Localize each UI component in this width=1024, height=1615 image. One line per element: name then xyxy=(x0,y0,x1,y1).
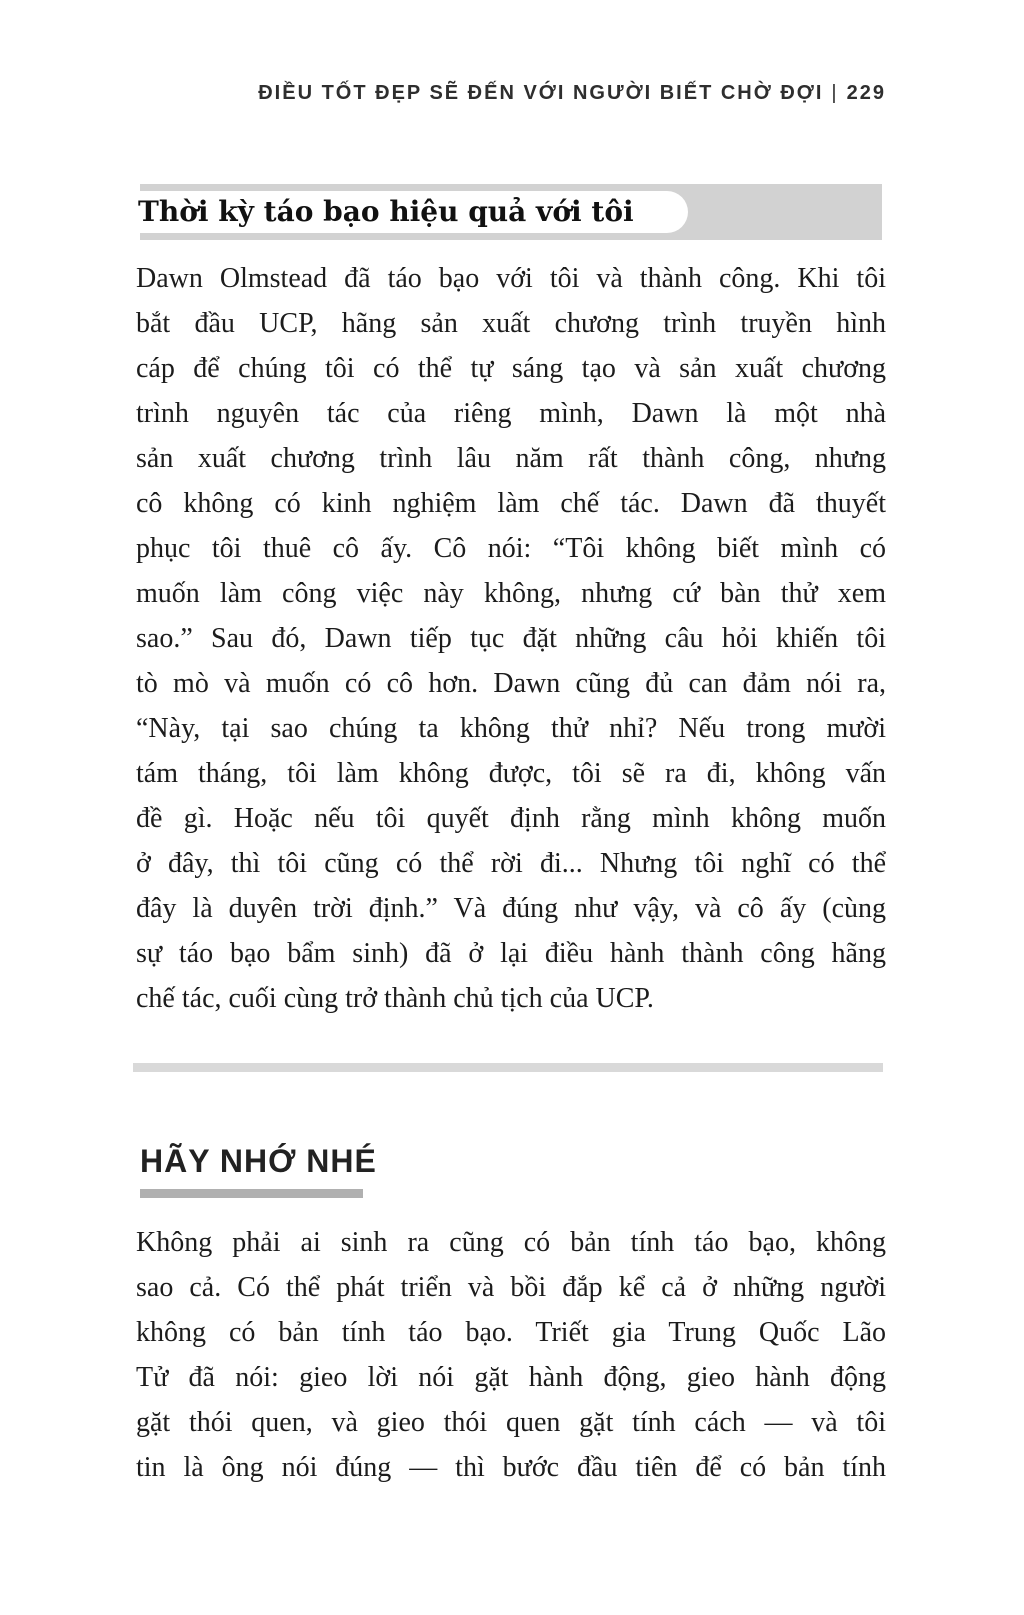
text-line: bắt đầu UCP, hãng sản xuất chương trình truyền hình xyxy=(136,308,886,339)
text-line: Tử đã nói: gieo lời nói gặt hành động, gieo hành động xyxy=(136,1362,886,1393)
text-line: phục tôi thuê cô ấy. Cô nói: “Tôi không biết mình có xyxy=(136,533,886,564)
text-line: tám tháng, tôi làm không được, tôi sẽ ra đi, không vấn xyxy=(136,758,886,789)
running-header xyxy=(136,82,886,105)
text-line: đây là duyên trời định.” Và đúng như vậy, và cô ấy (cùng xyxy=(136,893,886,924)
text-line: không có bản tính táo bạo. Triết gia Trung Quốc Lão xyxy=(136,1317,886,1348)
remember-heading: HÃY NHỚ NHÉ xyxy=(140,1143,377,1179)
section-divider xyxy=(133,1063,883,1072)
text-line: sản xuất chương trình lâu năm rất thành công, nhưng xyxy=(136,443,886,474)
text-line: tin là ông nói đúng — thì bước đầu tiên để có bản tính xyxy=(136,1452,886,1483)
remember-heading-underline xyxy=(140,1189,363,1198)
text-line: muốn làm công việc này không, nhưng cứ bàn thử xem xyxy=(136,578,886,609)
text-line: sao.” Sau đó, Dawn tiếp tục đặt những câu hỏi khiến tôi xyxy=(136,623,886,654)
story-paragraph xyxy=(136,256,886,1021)
text-line: ở đây, thì tôi cũng có thể rời đi... Nhưng tôi nghĩ có thể xyxy=(136,848,886,879)
text-line: sự táo bạo bẩm sinh) đã ở lại điều hành thành công hãng xyxy=(136,938,886,969)
text-line: Dawn Olmstead đã táo bạo với tôi và thành công. Khi tôi xyxy=(136,263,886,294)
remember-paragraph xyxy=(136,1220,886,1490)
page-number: 229 xyxy=(846,82,886,104)
text-line: Không phải ai sinh ra cũng có bản tính táo bạo, không xyxy=(136,1227,886,1258)
text-line: cô không có kinh nghiệm làm chế tác. Dawn đã thuyết xyxy=(136,488,886,519)
header-separator: | xyxy=(831,82,839,104)
running-title: ĐIỀU TỐT ĐẸP SẼ ĐẾN VỚI NGƯỜI BIẾT CHỜ ĐỢI xyxy=(258,82,824,104)
section-heading: Thời kỳ táo bạo hiệu quả với tôi xyxy=(138,195,634,228)
text-line: cáp để chúng tôi có thể tự sáng tạo và sản xuất chương xyxy=(136,353,886,384)
text-line: “Này, tại sao chúng ta không thử nhỉ? Nếu trong mười xyxy=(136,713,886,744)
text-line: gặt thói quen, và gieo thói quen gặt tính cách — và tôi xyxy=(136,1407,886,1438)
text-line: trình nguyên tác của riêng mình, Dawn là một nhà xyxy=(136,398,886,429)
text-line: chế tác, cuối cùng trở thành chủ tịch của UCP. xyxy=(136,983,654,1014)
text-line: sao cả. Có thể phát triển và bồi đắp kể cả ở những người xyxy=(136,1272,886,1303)
text-line: tò mò và muốn có cô hơn. Dawn cũng đủ can đảm nói ra, xyxy=(136,668,886,699)
text-line: đề gì. Hoặc nếu tôi quyết định rằng mình không muốn xyxy=(136,803,886,834)
